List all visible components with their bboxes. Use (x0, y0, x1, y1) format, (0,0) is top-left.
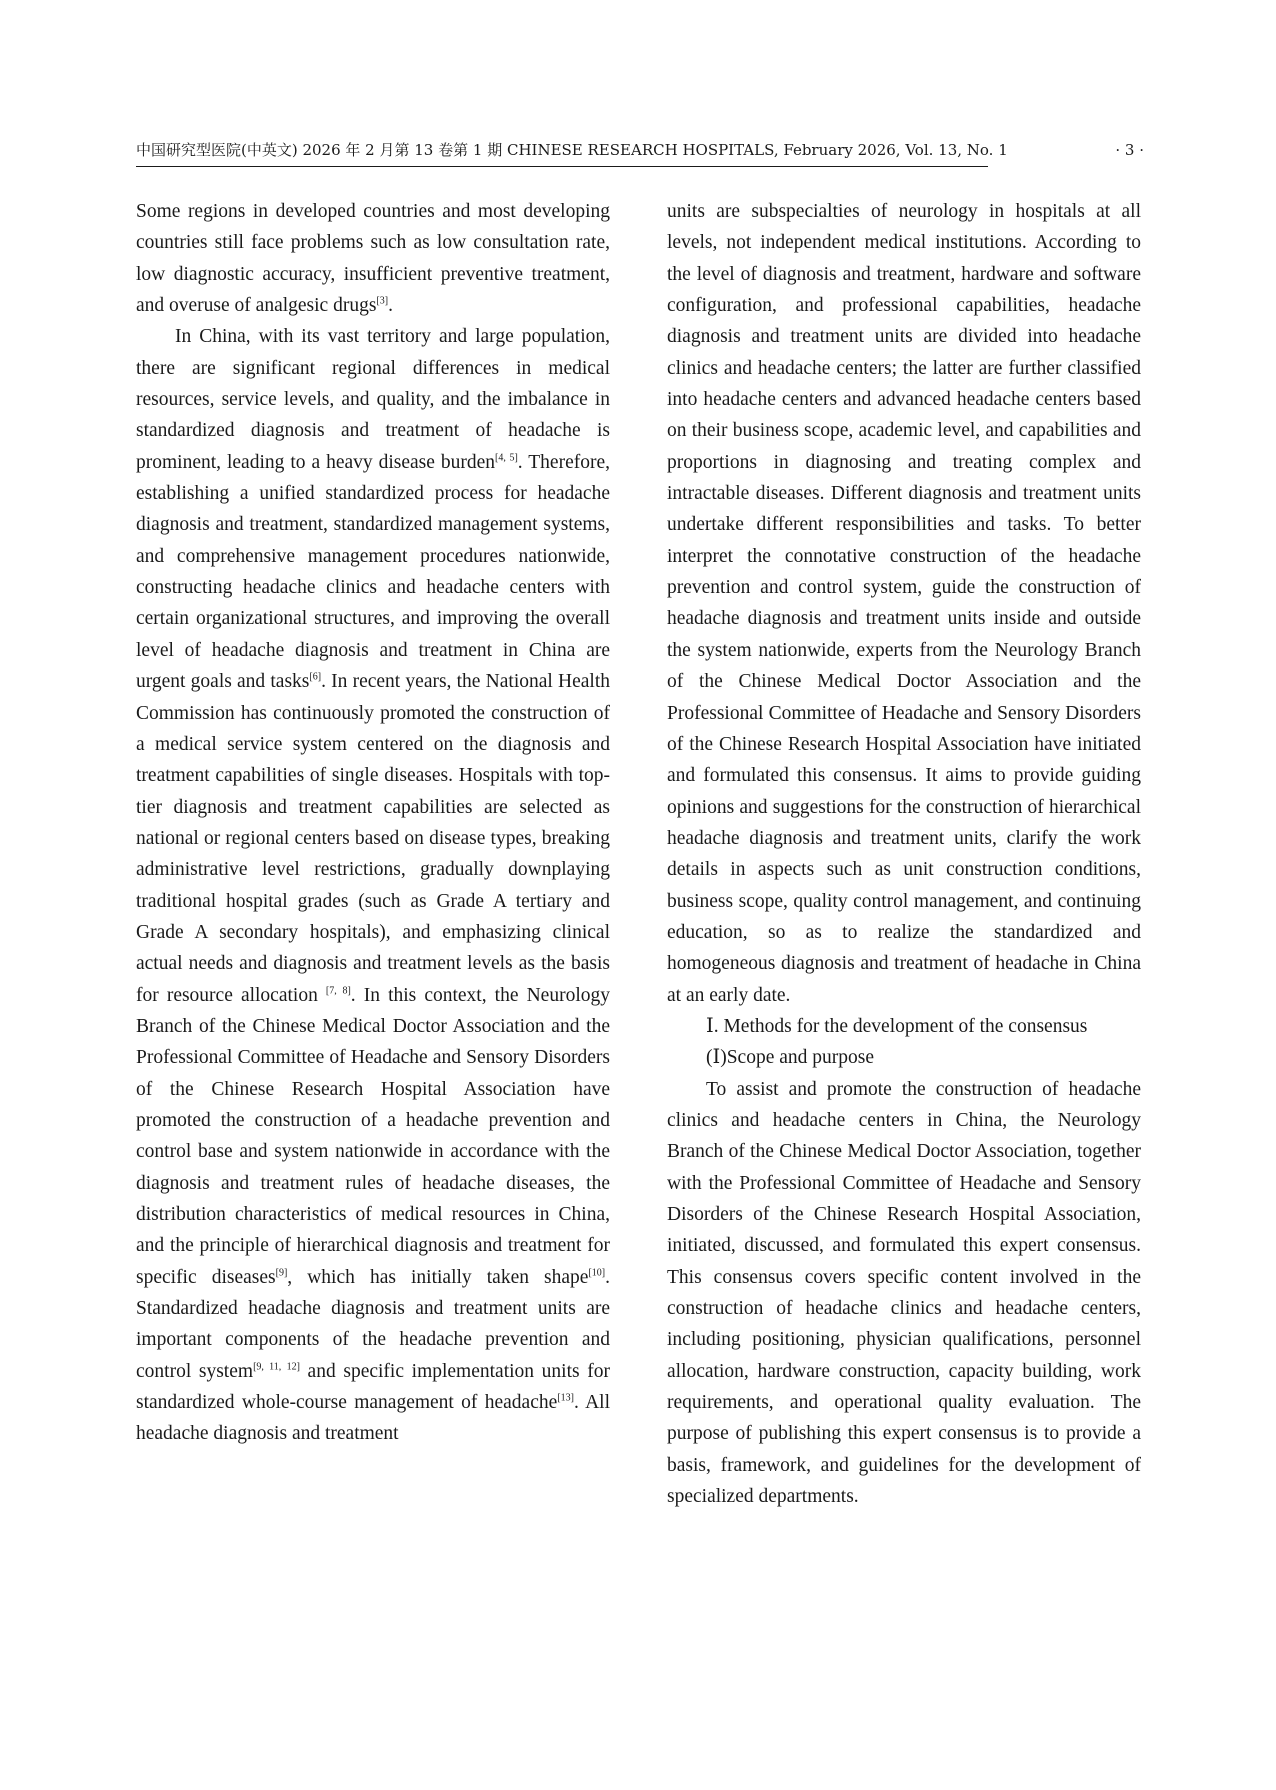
page-number: · 3 · (1115, 141, 1144, 159)
paragraph-text: . In this context, the Neurology Branch of the Chinese Medical Doctor Association and the Professional Committee of Headache and Sensory Disorders of the Chinese Research Hospital Association have promoted the construction of a headache prevention and control base and system nationwide in accordance with the diagnosis and treatment rules of headache diseases, the distribution characteristics of medical resources in China, and the principle of hierarchical diagnosis and treatment for specific diseases (136, 984, 610, 1288)
citation-ref: [4, 5] (495, 452, 518, 464)
paragraph-text: . All headache diagnosis and treatment (136, 1392, 610, 1445)
citation-ref: [9, 11, 12] (253, 1361, 300, 1373)
paragraph-regions (136, 196, 610, 321)
paragraph-text: . Standardized headache diagnosis and treatment units are important components of the headache prevention and control system (136, 1266, 610, 1382)
header-rule (136, 166, 988, 167)
citation-ref: [10] (588, 1267, 606, 1279)
right-column (667, 196, 1141, 1512)
citation-ref: [7, 8] (325, 985, 351, 997)
paragraph-scope: To assist and promote the construction of headache clinics and headache centers in China, the Neurology Branch of the Chinese Medical Doctor Association, together with the Professional Committee of Headache and Sensory Disorders of the Chinese Research Hospital Association, initiated, discussed, and formulated this expert consensus. This consensus covers specific content involved in the construction of headache clinics and headache centers, including positioning, physician qualifications, personnel allocation, hardware construction, capacity building, work requirements, and operational quality evaluation. The purpose of publishing this expert consensus is to provide a basis, framework, and guidelines for the development of specialized departments. (667, 1078, 1141, 1508)
citation-ref: [9] (275, 1267, 288, 1279)
journal-running-title: 中国研究型医院(中英文) 2026 年 2 月第 13 卷第 1 期 CHINESE RESEARCH HOSPITALS, February 2026, Vol. 13, No. 1 (136, 141, 1008, 159)
left-column (136, 196, 610, 1450)
paragraph-text: Some regions in developed countries and most developing countries still face problems such as low consultation rate, low diagnostic accuracy, insufficient preventive treatment, and overuse of analgesic drugs (136, 201, 610, 317)
citation-ref: [13] (557, 1392, 574, 1404)
citation-ref: [6] (309, 671, 322, 683)
paragraph-text: . (388, 295, 393, 317)
paragraph-text: and specific implementation units for standardized whole-course management of headache (136, 1360, 610, 1414)
paragraph-text: In China, with its vast territory and large population, there are significant regional differences in medical resources, service levels, and quality, and the imbalance in standardized diagnosis and treatment of headache is prominent, leading to a heavy disease burden (136, 326, 610, 473)
running-header (136, 138, 1144, 162)
paragraph-text: . In recent years, the National Health Commission has continuously promoted the construction of a medical service system centered on the diagnosis and treatment capabilities of single diseases. Hospitals with top-tier diagnosis and treatment capabilities are selected as national or regional centers based on disease types, breaking administrative level restrictions, gradually downplaying traditional hospital grades (such as Grade A tertiary and Grade A secondary hospitals), and emphasizing clinical actual needs and diagnosis and treatment levels as the basis for resource allocation (136, 671, 610, 1006)
paragraph-text: , which has initially taken shape (287, 1266, 589, 1288)
citation-ref: [3] (376, 295, 389, 307)
section-heading: Ⅰ. Methods for the development of the consensus (706, 1015, 1088, 1037)
subsection-heading: (Ⅰ)Scope and purpose (706, 1047, 874, 1069)
paragraph-text: . Therefore, establishing a unified standardized process for headache diagnosis and treatment, standardized management systems, and comprehensive management procedures nationwide, constructing headache clinics and headache centers with certain organizational structures, and improving the overall level of headache diagnosis and treatment in China are urgent goals and tasks (136, 451, 610, 693)
paragraph-units: units are subspecialties of neurology in hospitals at all levels, not independent medical institutions. According to the level of diagnosis and treatment, hardware and software configuration, and professional capabilities, headache diagnosis and treatment units are divided into headache clinics and headache centers; the latter are further classified into headache centers and advanced headache centers based on their business scope, academic level, and capabilities and proportions in diagnosing and treating complex and intractable diseases. Different diagnosis and treatment units undertake different responsibilities and tasks. To better interpret the connotative construction of the headache prevention and control system, guide the construction of headache diagnosis and treatment units inside and outside the system nationwide, experts from the Neurology Branch of the Chinese Medical Doctor Association and the Professional Committee of Headache and Sensory Disorders of the Chinese Research Hospital Association have initiated and formulated this consensus. It aims to provide guiding opinions and suggestions for the construction of hierarchical headache diagnosis and treatment units, clarify the work details in aspects such as unit construction conditions, business scope, quality control management, and continuing education, so as to realize the standardized and homogeneous diagnosis and treatment of headache in China at an early date. (667, 201, 1141, 1006)
paragraph-china (136, 321, 610, 1449)
